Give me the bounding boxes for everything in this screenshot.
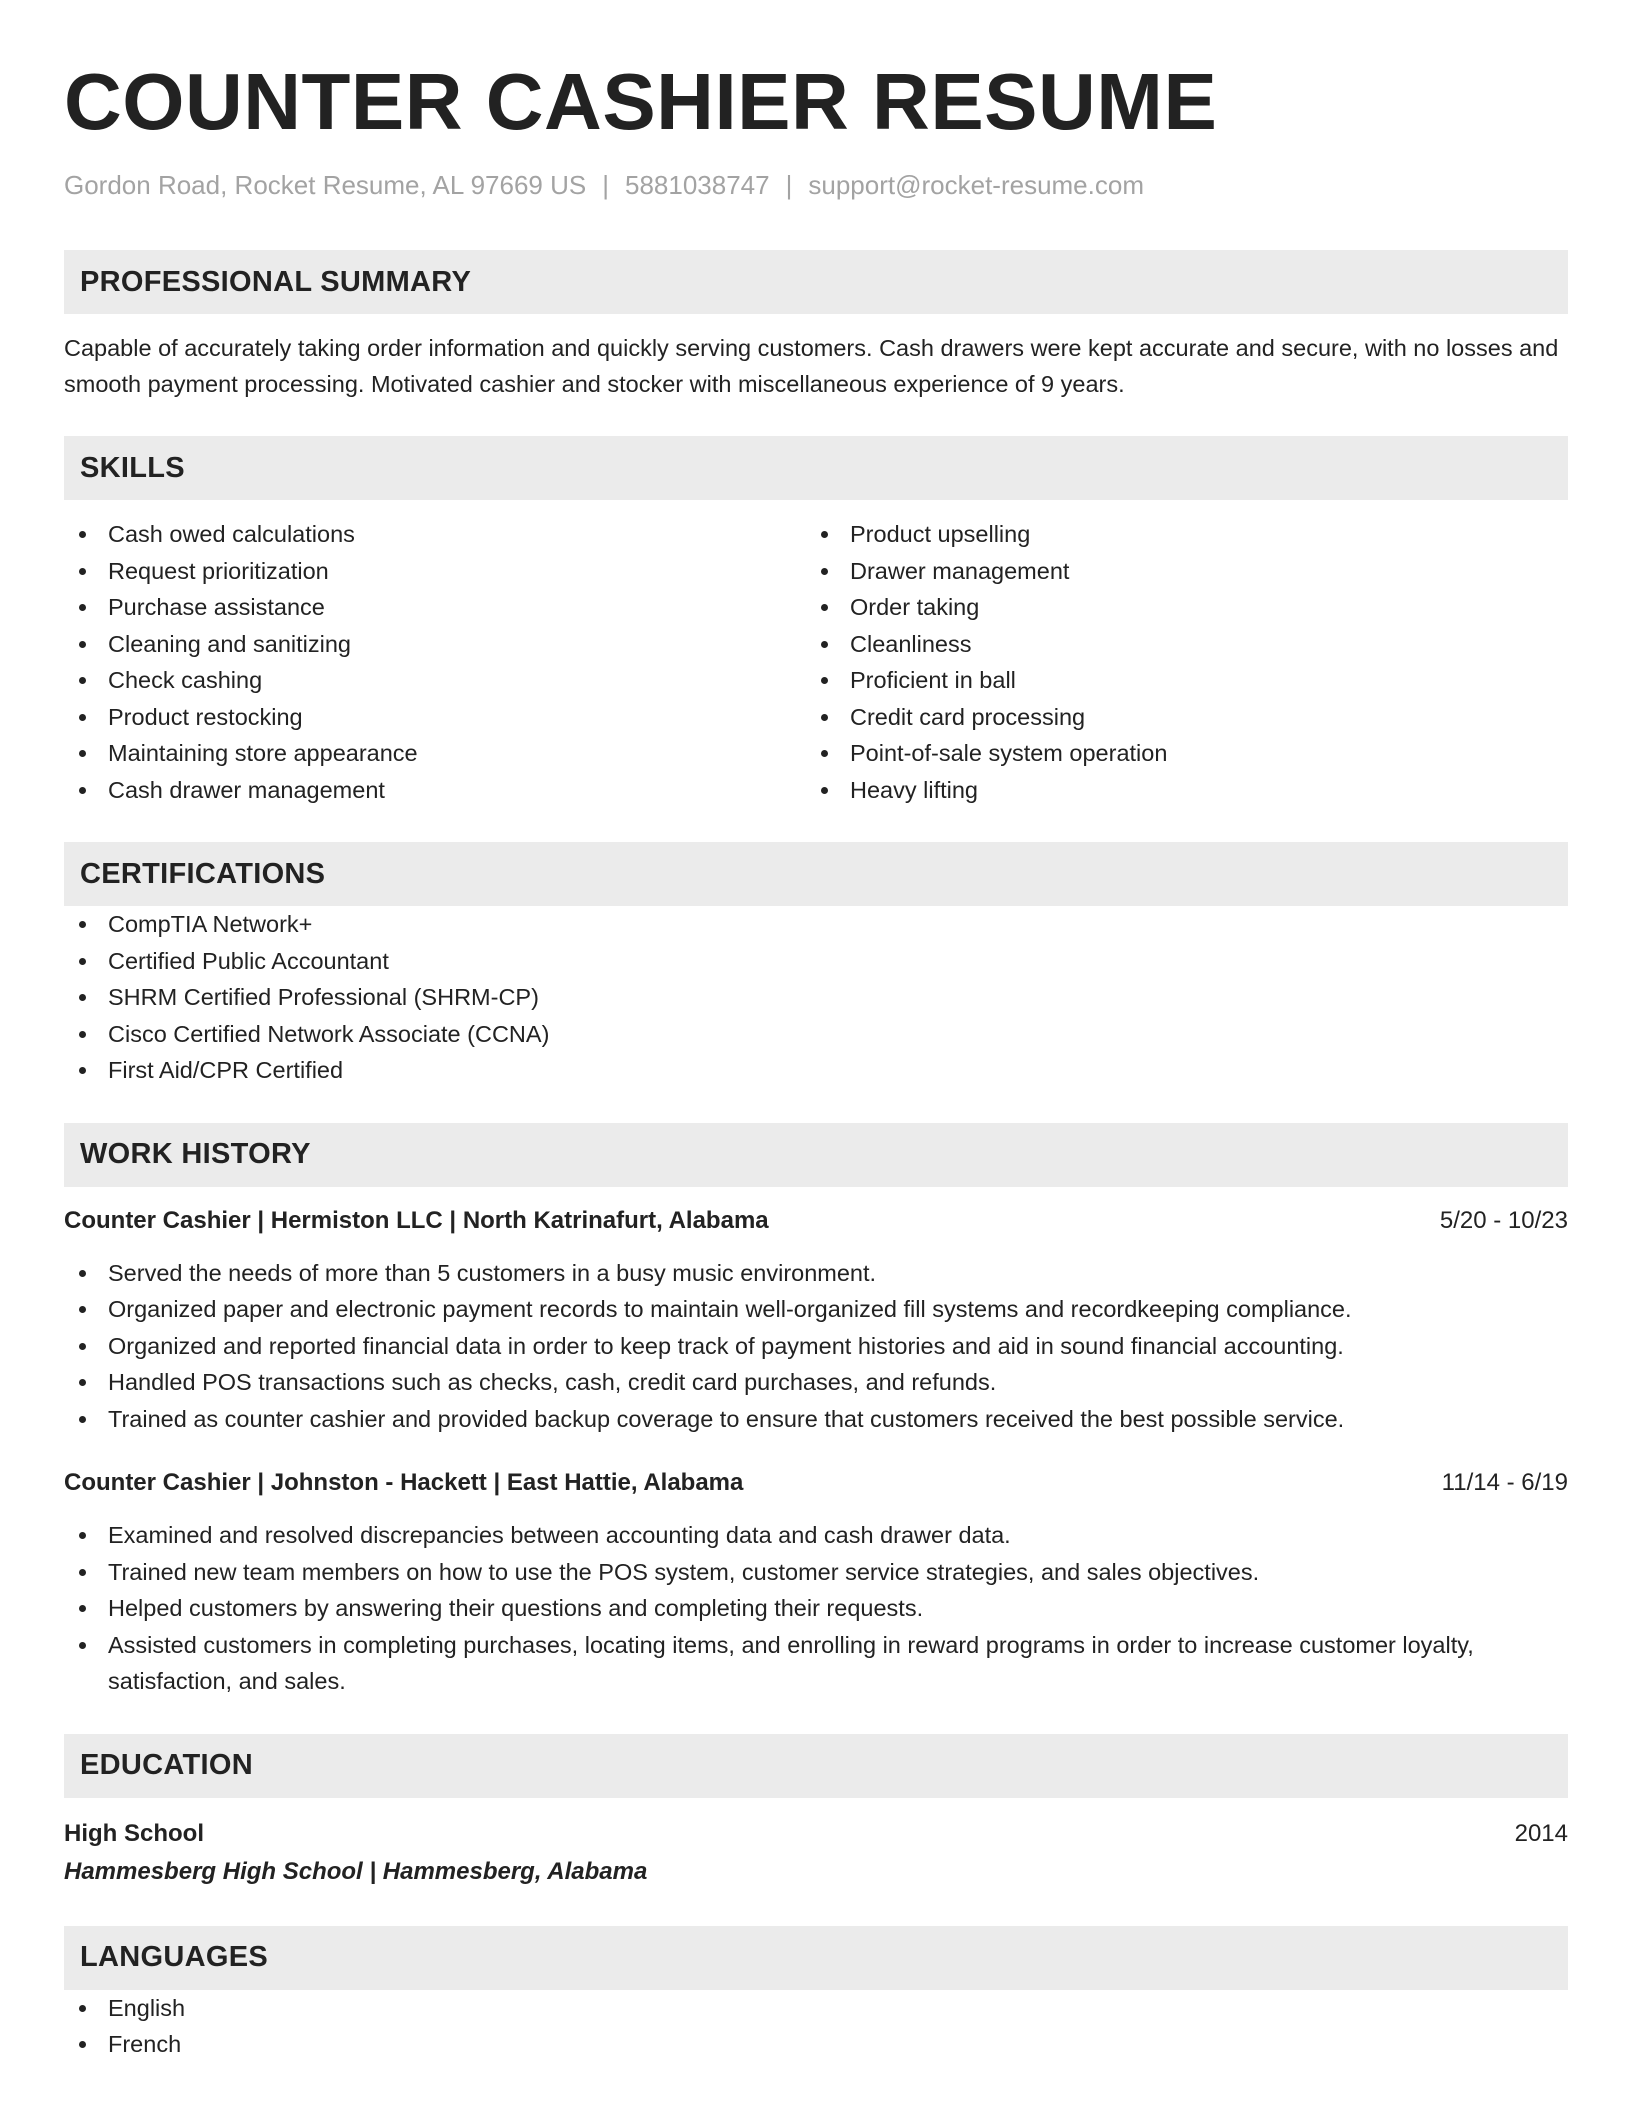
list-item — [64, 1990, 1568, 2027]
list-item — [64, 1328, 1568, 1365]
skill-text: Credit card processing — [850, 703, 1086, 730]
job-title: Counter Cashier | Hermiston LLC | North Katrinafurt, Alabama — [64, 1206, 769, 1234]
skills-column-right — [806, 516, 1548, 808]
bullet-icon — [79, 1306, 86, 1313]
job-bullet-text: Assisted customers in completing purchases, locating items, and enrolling in reward programs in order to increase customer loyalty, satisfaction, and sales. — [108, 1631, 1474, 1694]
bullet-icon — [79, 2041, 86, 2048]
list-item — [806, 626, 1548, 663]
list-item — [806, 553, 1548, 590]
certification-text: Cisco Certified Network Associate (CCNA) — [108, 1020, 550, 1047]
education-year: 2014 — [1514, 1819, 1568, 1847]
bullet-icon — [79, 787, 86, 794]
skill-text: Drawer management — [850, 557, 1070, 584]
list-item — [64, 699, 806, 736]
education-header — [64, 1816, 1568, 1852]
list-item — [806, 589, 1548, 626]
list-item — [64, 1401, 1568, 1438]
job-bullets — [64, 1255, 1568, 1438]
bullet-icon — [79, 1605, 86, 1612]
education-heading: EDUCATION — [64, 1734, 1568, 1798]
education-degree: High School — [64, 1819, 204, 1847]
bullet-icon — [821, 714, 828, 721]
job-header — [64, 1465, 1568, 1501]
job-dates: 5/20 - 10/23 — [1439, 1206, 1568, 1234]
list-item — [64, 906, 1568, 943]
bullet-icon — [79, 677, 86, 684]
skill-text: Purchase assistance — [108, 594, 325, 620]
skill-text: Cash owed calculations — [108, 521, 355, 547]
summary-text: Capable of accurately taking order information and quickly serving customers. Cash drawers were kept accurate and secure, with no losses and smooth payment processing. Motivated cashier and stocker with miscellaneous experience of 9 years. — [64, 335, 1559, 397]
job-bullet-text: Helped customers by answering their questions and completing their requests. — [108, 1595, 924, 1621]
list-item — [64, 1554, 1568, 1591]
bullet-icon — [79, 1379, 86, 1386]
bullet-icon — [79, 568, 86, 575]
skill-text: Cleanliness — [850, 630, 972, 657]
bullet-icon — [79, 714, 86, 721]
languages-list — [64, 1990, 1568, 2063]
list-item — [64, 943, 1568, 980]
list-item — [806, 516, 1548, 553]
skill-text: Heavy lifting — [850, 776, 978, 803]
bullet-icon — [821, 641, 828, 648]
contact-phone: 5881038747 — [625, 170, 770, 200]
skill-text: Proficient in ball — [850, 667, 1016, 693]
skill-text: Product upselling — [850, 521, 1031, 547]
list-item — [806, 662, 1548, 699]
list-item — [64, 2026, 1568, 2063]
bullet-icon — [79, 1031, 86, 1038]
list-item — [806, 699, 1548, 736]
job-bullets — [64, 1517, 1568, 1700]
summary-section — [64, 250, 1568, 402]
contact-email[interactable]: support@rocket-resume.com — [808, 170, 1144, 200]
work-history-section — [64, 1123, 1568, 1700]
list-item — [64, 1590, 1568, 1627]
languages-heading: LANGUAGES — [64, 1926, 1568, 1990]
contact-separator: | — [785, 170, 793, 200]
skill-text: Point-of-sale system operation — [850, 740, 1168, 766]
skill-text: Check cashing — [108, 667, 263, 693]
certification-text: CompTIA Network+ — [108, 911, 313, 937]
certification-text: SHRM Certified Professional (SHRM-CP) — [108, 984, 539, 1010]
certification-text: First Aid/CPR Certified — [108, 1057, 344, 1083]
job-header — [64, 1203, 1568, 1239]
contact-separator: | — [602, 170, 609, 200]
skills-grid — [64, 516, 1568, 808]
bullet-icon — [79, 1343, 86, 1350]
list-item — [64, 516, 806, 553]
bullet-icon — [79, 1532, 86, 1539]
bullet-icon — [79, 531, 86, 538]
job-bullet-text: Organized and reported financial data in order to keep track of payment histories and aid in sound financial accounting. — [108, 1332, 1344, 1359]
skills-list-left — [64, 516, 806, 808]
resume-page — [64, 52, 1568, 2063]
job-bullet-text: Served the needs of more than 5 customers in a busy music environment. — [108, 1259, 877, 1286]
bullet-icon — [821, 750, 828, 757]
list-item — [64, 1016, 1568, 1053]
list-item — [64, 1517, 1568, 1554]
bullet-icon — [79, 604, 86, 611]
bullet-icon — [79, 1569, 86, 1576]
job-entry — [64, 1465, 1568, 1700]
certifications-section — [64, 842, 1568, 1089]
list-item — [64, 979, 1568, 1016]
list-item — [64, 1052, 1568, 1089]
work-history-heading: WORK HISTORY — [64, 1123, 1568, 1187]
skill-text: Cash drawer management — [108, 776, 385, 803]
bullet-icon — [79, 921, 86, 928]
certifications-heading: CERTIFICATIONS — [64, 842, 1568, 906]
skill-text: Cleaning and sanitizing — [108, 630, 351, 657]
list-item — [64, 1627, 1568, 1700]
skills-section — [64, 436, 1568, 808]
skill-text: Product restocking — [108, 703, 303, 730]
skills-column-left — [64, 516, 806, 808]
job-bullet-text: Trained as counter cashier and provided backup coverage to ensure that customers received the best possible service. — [108, 1405, 1345, 1432]
job-bullet-text: Organized paper and electronic payment records to maintain well-organized fill systems and recordkeeping compliance. — [108, 1296, 1352, 1322]
summary-heading: PROFESSIONAL SUMMARY — [64, 250, 1568, 314]
bullet-icon — [79, 1416, 86, 1423]
job-bullet-text: Handled POS transactions such as checks, cash, credit card purchases, and refunds. — [108, 1369, 997, 1395]
language-text: English — [108, 1994, 186, 2021]
list-item — [64, 553, 806, 590]
bullet-icon — [821, 787, 828, 794]
certification-text: Certified Public Accountant — [108, 947, 389, 974]
bullet-icon — [79, 1270, 86, 1277]
skills-list-right — [806, 516, 1548, 808]
bullet-icon — [79, 958, 86, 965]
list-item — [64, 589, 806, 626]
language-text: French — [108, 2031, 182, 2057]
resume-title: COUNTER CASHIER RESUME — [64, 57, 1218, 146]
skill-text: Order taking — [850, 594, 980, 620]
bullet-icon — [79, 641, 86, 648]
list-item — [64, 772, 806, 809]
education-section — [64, 1734, 1568, 1892]
education-school: Hammesberg High School | Hammesberg, Alabama — [64, 1857, 648, 1885]
list-item — [64, 662, 806, 699]
skills-heading: SKILLS — [64, 436, 1568, 500]
bullet-icon — [821, 568, 828, 575]
list-item — [64, 735, 806, 772]
job-bullet-text: Trained new team members on how to use the POS system, customer service strategies, and sales objectives. — [108, 1558, 1260, 1585]
list-item — [64, 1291, 1568, 1328]
list-item — [806, 735, 1548, 772]
skill-text: Request prioritization — [108, 557, 329, 584]
list-item — [64, 1364, 1568, 1401]
job-title: Counter Cashier | Johnston - Hackett | East Hattie, Alabama — [64, 1469, 744, 1496]
certifications-list — [64, 906, 1568, 1089]
list-item — [806, 772, 1548, 809]
bullet-icon — [79, 994, 86, 1001]
bullet-icon — [821, 604, 828, 611]
contact-address: Gordon Road, Rocket Resume, AL 97669 US — [64, 170, 587, 200]
job-dates: 11/14 - 6/19 — [1441, 1469, 1568, 1496]
list-item — [64, 1255, 1568, 1292]
contact-line — [64, 168, 1568, 202]
bullet-icon — [79, 1067, 86, 1074]
bullet-icon — [79, 1642, 86, 1649]
bullet-icon — [821, 677, 828, 684]
job-entry — [64, 1203, 1568, 1438]
list-item — [64, 626, 806, 663]
job-bullet-text: Examined and resolved discrepancies between accounting data and cash drawer data. — [108, 1522, 1011, 1548]
bullet-icon — [79, 2005, 86, 2012]
skill-text: Maintaining store appearance — [108, 740, 418, 766]
languages-section — [64, 1926, 1568, 2063]
bullet-icon — [821, 531, 828, 538]
bullet-icon — [79, 750, 86, 757]
